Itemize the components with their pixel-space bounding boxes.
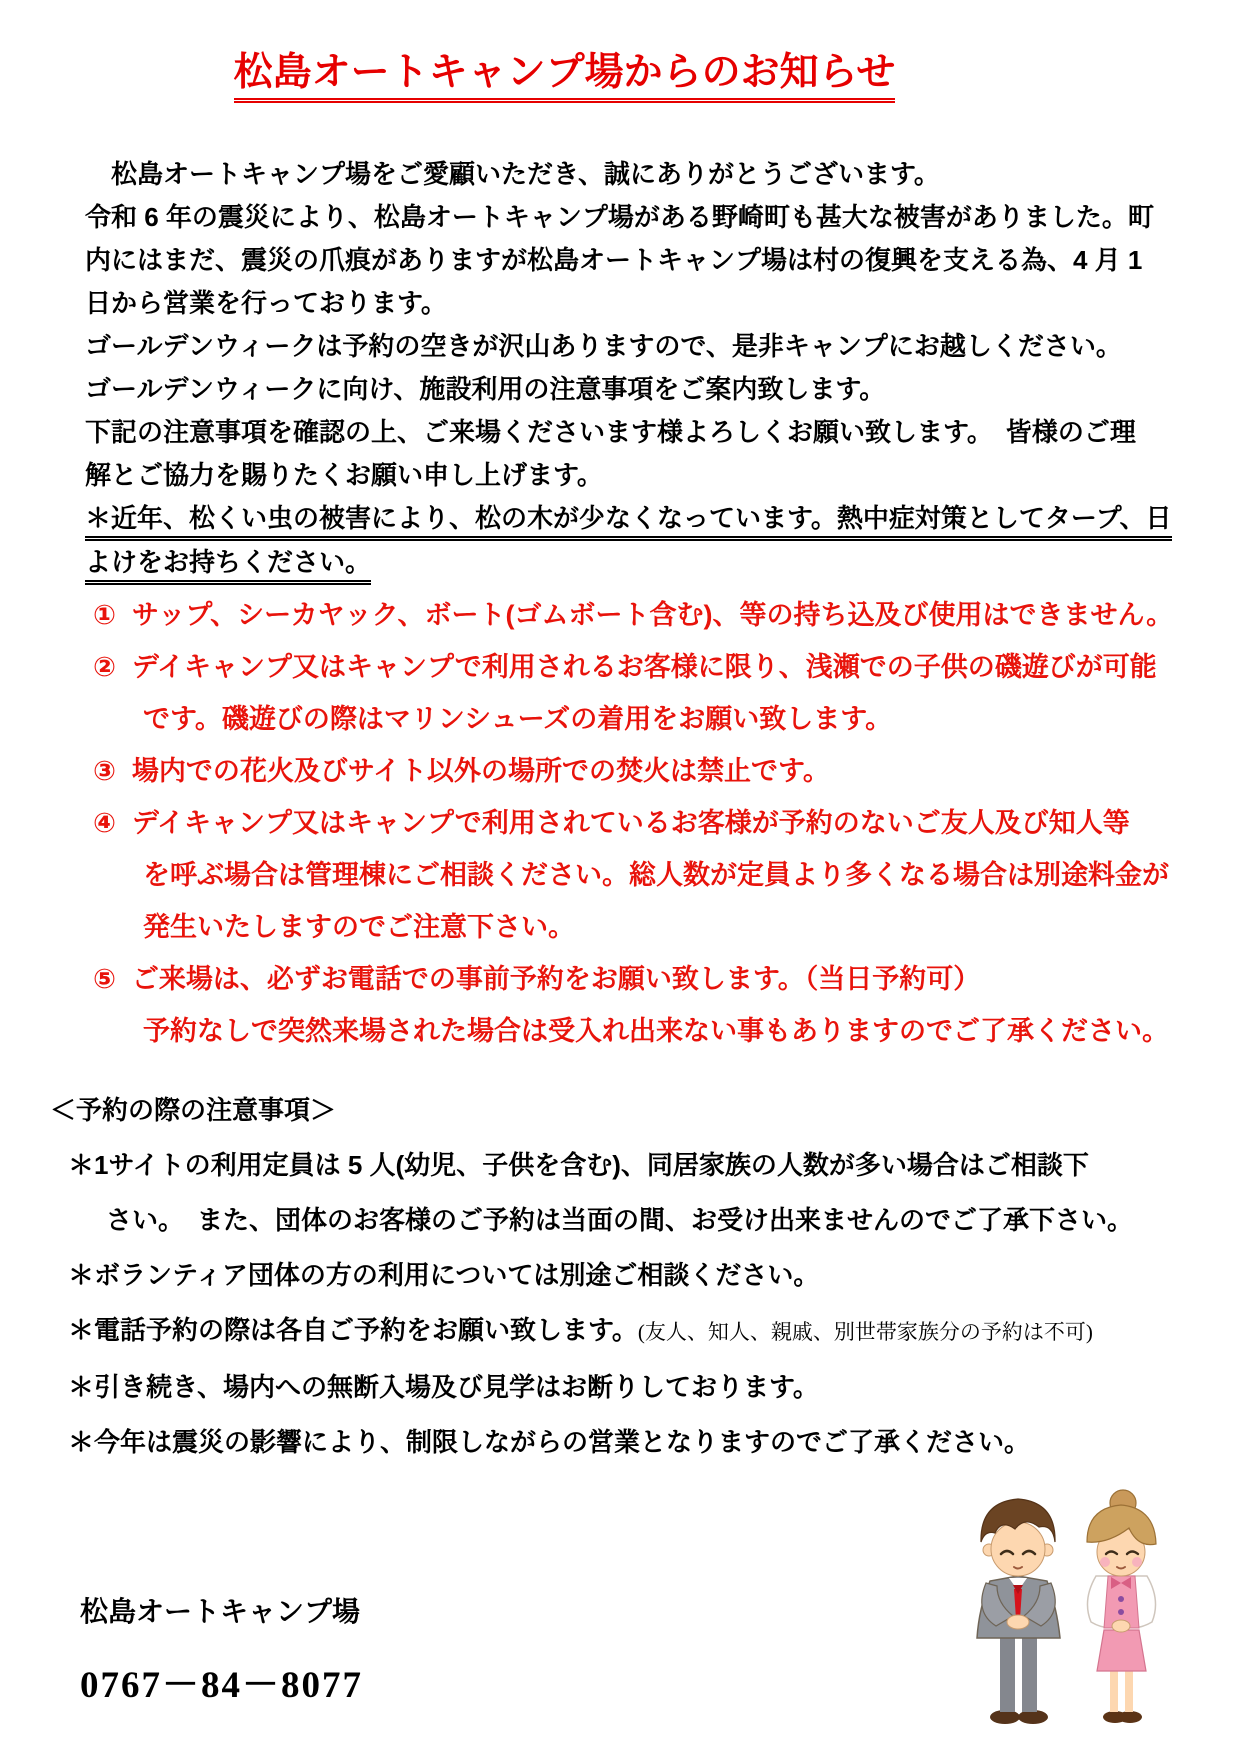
section-heading: ＜予約の際の注意事項＞ bbox=[50, 1094, 337, 1125]
intro-line: 日から営業を行っております。 bbox=[85, 287, 447, 318]
camp-name: 松島オートキャンプ場 bbox=[80, 1595, 361, 1627]
bowing-couple-illustration bbox=[956, 1486, 1188, 1748]
bowing-couple-svg bbox=[956, 1486, 1188, 1748]
warning-text: ＊近年、松くい虫の被害により、松の木が少なくなっています。熱中症対策としてタープ、日 bbox=[85, 500, 1172, 541]
intro-paragraph bbox=[85, 153, 1172, 585]
red-notice-line bbox=[93, 745, 1201, 797]
note-main-text: ＊電話予約の際は各自ご予約をお願い致します。 bbox=[68, 1314, 638, 1345]
red-notice-text: 場内での花火及びサイト以外の場所での焚火は禁止です。 bbox=[131, 755, 830, 786]
bowing-woman bbox=[1087, 1490, 1156, 1723]
item-number: ① bbox=[93, 599, 116, 630]
reservation-notes-section bbox=[50, 1083, 1211, 1470]
red-notice-line bbox=[93, 589, 1201, 641]
intro-line: ゴールデンウィークに向け、施設利用の注意事項をご案内致します。 bbox=[85, 373, 886, 404]
red-notice-line: です。磯遊びの際はマリンシューズの着用をお願い致します。 bbox=[143, 703, 893, 734]
intro-line: 下記の注意事項を確認の上、ご来場くださいます様よろしくお願い致します。 皆様のご理 bbox=[85, 416, 1136, 447]
intro-line: 内にはまだ、震災の爪痕がありますが松島オートキャンプ場は村の復興を支える為、4 月 1 bbox=[85, 244, 1143, 275]
bowing-man bbox=[977, 1499, 1060, 1724]
note-small-text: (友人、知人、親戚、別世帯家族分の予約は不可) bbox=[637, 1319, 1093, 1344]
red-notice-item bbox=[93, 745, 1201, 797]
red-notice-item bbox=[93, 953, 1201, 1057]
red-notice-line bbox=[93, 953, 1201, 1005]
warning-underlined-line bbox=[85, 497, 1172, 541]
red-notice-text: サップ、シーカヤック、ボート(ゴムボート含む)、等の持ち込及び使用はできません。 bbox=[131, 599, 1174, 630]
intro-line: 令和 6 年の震災により、松島オートキャンプ場がある野崎町も甚大な被害がありました。町 bbox=[85, 201, 1154, 232]
note-line: ＊1サイトの利用定員は 5 人(幼児、子供を含む)、同居家族の人数が多い場合はご相談下 bbox=[68, 1149, 1089, 1180]
red-notice-line bbox=[93, 797, 1201, 849]
page-title: 松島オートキャンプ場からのお知らせ bbox=[234, 50, 896, 103]
red-notice-line: 発生いたしますのでご注意下さい。 bbox=[143, 911, 575, 942]
title-area bbox=[0, 0, 1241, 103]
red-notice-item bbox=[93, 641, 1201, 745]
note-line: ＊ボランティア団体の方の利用については別途ご相談ください。 bbox=[68, 1259, 820, 1290]
item-number: ② bbox=[93, 651, 116, 682]
item-number: ⑤ bbox=[93, 963, 116, 994]
item-number: ③ bbox=[93, 755, 116, 786]
red-notice-item bbox=[93, 797, 1201, 953]
phone-number: 0767－84－8077 bbox=[80, 1664, 363, 1706]
red-notice-line bbox=[93, 641, 1201, 693]
warning-underlined-line bbox=[85, 541, 1161, 585]
red-notice-line: 予約なしで突然来場された場合は受入れ出来ない事もありますのでご了承ください。 bbox=[143, 1015, 1169, 1046]
red-notice-text: デイキャンプ又はキャンプで利用されているお客様が予約のないご友人及び知人等 bbox=[131, 807, 1130, 838]
intro-line: 松島オートキャンプ場をご愛顧いただき、誠にありがとうございます。 bbox=[85, 158, 940, 189]
note-line: さい。 また、団体のお客様のご予約は当面の間、お受け出来ませんのでご了承下さい。 bbox=[106, 1204, 1134, 1235]
intro-line: ゴールデンウィークは予約の空きが沢山ありますので、是非キャンプにお越しください。 bbox=[85, 330, 1122, 361]
note-line-phone-reservation bbox=[50, 1303, 1211, 1360]
red-notice-text: デイキャンプ又はキャンプで利用されるお客様に限り、浅瀬での子供の磯遊びが可能 bbox=[131, 651, 1157, 682]
red-notice-item bbox=[93, 589, 1201, 641]
intro-line: 解とご協力を賜りたくお願い申し上げます。 bbox=[85, 459, 603, 490]
note-line: ＊今年は震災の影響により、制限しながらの営業となりますのでご了承ください。 bbox=[68, 1426, 1031, 1457]
note-line: ＊引き続き、場内への無断入場及び見学はお断りしております。 bbox=[68, 1371, 819, 1402]
red-notice-list bbox=[93, 589, 1201, 1057]
red-notice-text: ご来場は、必ずお電話での事前予約をお願い致します。（当日予約可） bbox=[131, 963, 981, 994]
warning-text: よけをお持ちください。 bbox=[85, 544, 371, 585]
item-number: ④ bbox=[93, 807, 116, 838]
red-notice-line: を呼ぶ場合は管理棟にご相談ください。総人数が定員より多くなる場合は別途料金が bbox=[143, 859, 1169, 890]
